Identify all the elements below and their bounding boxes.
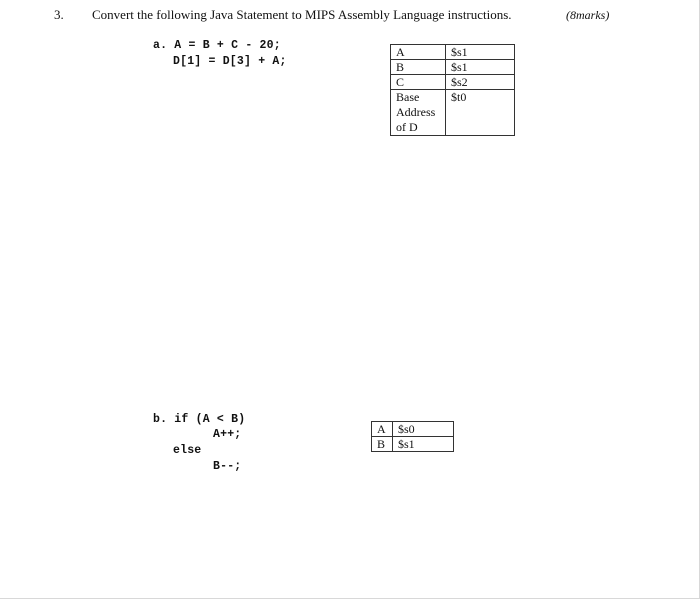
register-cell: $s0	[393, 422, 454, 437]
table-row	[372, 437, 454, 452]
table-row	[391, 60, 515, 75]
part-a-code-line-1: a. A = B + C - 20;	[153, 39, 281, 52]
variable-cell: Base Address of D	[391, 90, 446, 136]
part-b-code-line-2: A++;	[213, 428, 242, 441]
part-b-code-line-1: b. if (A < B)	[153, 413, 246, 426]
question-number: 3.	[54, 7, 64, 22]
part-a-code-line-2: D[1] = D[3] + A;	[173, 55, 287, 68]
part-a-register-table	[390, 44, 515, 136]
register-cell: $t0	[446, 90, 515, 136]
register-cell: $s1	[446, 45, 515, 60]
register-cell: $s1	[446, 60, 515, 75]
variable-cell: B	[391, 60, 446, 75]
table-row	[372, 422, 454, 437]
table-row	[391, 45, 515, 60]
variable-cell: C	[391, 75, 446, 90]
part-b-code-line-3: else	[173, 444, 202, 457]
question-marks: (8marks)	[566, 8, 610, 22]
question-text: Convert the following Java Statement to MIPS Assembly Language instructions.	[92, 7, 512, 22]
variable-cell: B	[372, 437, 393, 452]
table-row	[391, 90, 515, 136]
register-cell: $s1	[393, 437, 454, 452]
part-b-code-line-4: B--;	[213, 460, 242, 473]
register-cell: $s2	[446, 75, 515, 90]
table-row	[391, 75, 515, 90]
part-b-register-table	[371, 421, 454, 452]
variable-cell: A	[372, 422, 393, 437]
variable-cell: A	[391, 45, 446, 60]
